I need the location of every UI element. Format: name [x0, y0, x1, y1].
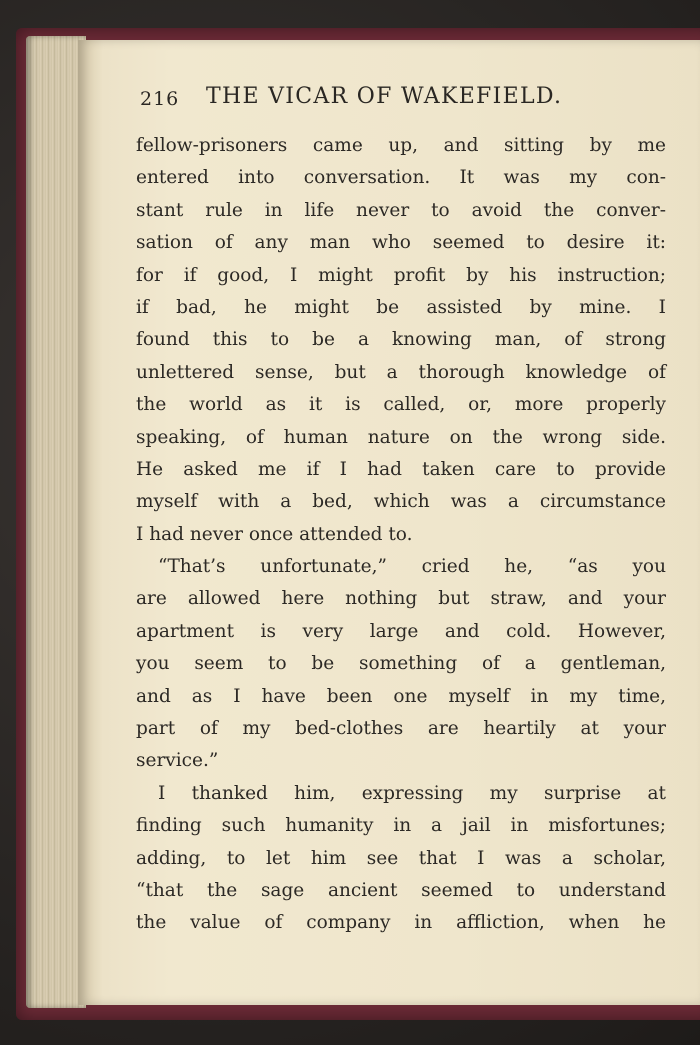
text-line: if bad, he might be assisted by mine. I — [136, 296, 666, 318]
text-line: and as I have been one myself in my time, — [136, 685, 666, 707]
text-line: stant rule in life never to avoid the conver- — [136, 199, 666, 221]
text-line: myself with a bed, which was a circumstance — [136, 491, 666, 513]
text-line: I thanked him, expressing my surprise at — [158, 782, 666, 804]
body-text — [136, 130, 666, 940]
text-line: He asked me if I had taken care to provide — [136, 458, 666, 480]
text-line: for if good, I might profit by his instruction; — [136, 264, 666, 286]
book-page — [78, 40, 700, 1005]
text-line: service.” — [136, 750, 219, 772]
text-line: finding such humanity in a jail in misfortunes; — [136, 815, 666, 837]
text-line: sation of any man who seemed to desire it: — [136, 232, 666, 254]
text-line: part of my bed-clothes are heartily at your — [136, 718, 666, 740]
text-line: I had never once attended to. — [136, 523, 413, 545]
text-line: the value of company in affliction, when he — [136, 912, 666, 934]
text-line: speaking, of human nature on the wrong side. — [136, 426, 666, 448]
text-line: “that the sage ancient seemed to understand — [136, 879, 666, 901]
text-line: fellow-prisoners came up, and sitting by me — [136, 135, 666, 156]
text-line: entered into conversation. It was my con- — [136, 167, 666, 189]
running-title: THE VICAR OF WAKEFIELD. — [206, 84, 563, 109]
running-head — [140, 84, 680, 116]
text-line: “That’s unfortunate,” cried he, “as you — [158, 556, 666, 578]
text-line: you seem to be something of a gentleman, — [136, 653, 666, 675]
text-line: apartment is very large and cold. However, — [136, 620, 666, 642]
page-number: 216 — [140, 88, 180, 110]
text-line: found this to be a knowing man, of strong — [136, 329, 666, 351]
text-line: the world as it is called, or, more properly — [136, 394, 666, 416]
page-edges — [26, 36, 86, 1008]
text-line: adding, to let him see that I was a scholar, — [136, 847, 666, 869]
text-line: unlettered sense, but a thorough knowledge of — [136, 361, 666, 383]
text-line: are allowed here nothing but straw, and your — [136, 588, 666, 610]
